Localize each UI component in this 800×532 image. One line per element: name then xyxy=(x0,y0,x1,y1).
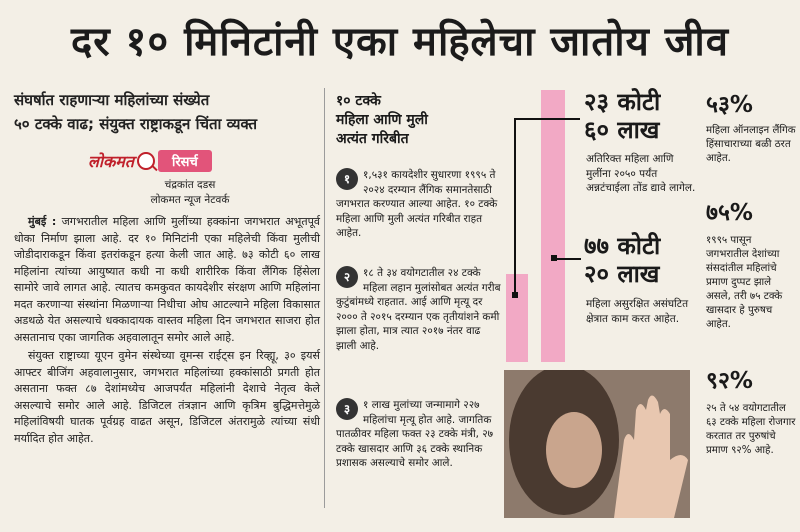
magnifier-icon xyxy=(137,152,155,170)
stop-violence-photo xyxy=(504,370,690,518)
point-text: १ लाख मुलांच्या जन्मामागे २२७ महिलांचा मृत्यू होत आहे. जागतिक पातळीवर महिला फक्त २३ टक्के मंत्री, २७ टक्के खासदार आणि ३६ टक्के स्थानिक प्रशासक असल्याचे समोर आले. xyxy=(336,399,494,469)
deck-line-2: ५० टक्के वाढ; संयुक्त राष्ट्राकडून चिंता व्यक्त xyxy=(14,115,258,133)
stat-230m-desc: अतिरिक्त महिला आणि मुलींना २०५० पर्यंत अन्नटंचाईला तोंड द्यावे लागेल. xyxy=(586,153,696,194)
right-stat-3-desc: २५ ते ५४ वयोगटातील ६३ टक्के महिला रोजगार करतात तर पुरुषांचे प्रमाण ९२% आहे. xyxy=(706,403,796,456)
connector-line xyxy=(553,258,581,260)
pink-bar-short xyxy=(506,274,528,362)
middle-heading: १० टक्के महिला आणि मुली अत्यंत गरिबीत xyxy=(336,93,428,147)
lokmat-research-logo xyxy=(88,150,212,172)
headline: दर १० मिनिटांनी एका महिलेचा जातोय जीव xyxy=(71,18,729,65)
point-1 xyxy=(336,168,502,241)
right-stat-2-value: ७५% xyxy=(706,200,753,226)
article-paragraph-2: संयुक्त राष्ट्राच्या यूएन वुमेन संस्थेच्या वूमन्स राईट्स इन रिव्ह्यू, ३० इयर्स आफ्टर बीजिंग अहवालानुसार, जगभरात महिलांच्या हक्कांसाठी प्रगती होत असताना फक्त ८७ देशांमध्येच आजपर्यंत महिलांनी देशाचे नेतृत्व केले असल्याचे समोर आले आहे. डिजिटल तंत्रज्ञान आणि कृत्रिम बुद्धिमत्तेमुळे महिलांविषयी घातक पूर्वग्रह वाढत असून, डिजिटल अंतरामुळे त्यांच्या संधी मर्यादित होत आहेत. xyxy=(14,349,320,445)
right-stat-1-value: ५३% xyxy=(706,92,753,118)
point-number-badge: २ xyxy=(336,266,358,288)
point-text: १८ ते ३४ वयोगटातील २४ टक्के महिला लहान मुलांसोबत अत्यंत गरीब कुटुंबांमध्ये राहतात. आई आणि मृत्यू दर २००० ते २०१५ दरम्यान एक तृतीयांशने कमी झाला होता, मात्र त्यात २०१७ नंतर वाढ झाली आहे. xyxy=(336,267,501,352)
pink-bar-tall xyxy=(541,90,565,362)
dateline: मुंबई : xyxy=(28,215,57,228)
right-stat-1-desc: महिला ऑनलाइन लैंगिक हिंसाचाराच्या बळी ठरत आहेत. xyxy=(706,125,796,164)
point-number-badge: १ xyxy=(336,168,358,190)
article-paragraph-1: मुंबई : जगभरातील महिला आणि मुलींच्या हक्कांना जगभरात अभूतपूर्व धोका निर्माण झाला आहे. दर १० मिनिटांनी एका महिलेची किंवा मुलीची जोडीदाराकडून किंवा इतरांकडून हत्या केली जात आहे. ७३ कोटी ६० लाख महिलांना त्यांच्या आयुष्यात कधी ना कधी शारीरिक किंवा लैंगिक हिंसेला सामोरे जावे लागत आहे. त्यातच कमकुवत कायदेशीर संरक्षण आणि महिलांना मदत करणाऱ्या संस्थांना मिळणाऱ्या निधीचा ओघ आटल्याने महिला विकासात अडथळे येत असल्याचे धक्कादायक वास्तव महिला दिन जगभरात साजरा होत असतानाच एका जागतिक अहवालातून समोर आले आहे. xyxy=(14,215,320,344)
byline-org: लोकमत न्यूज नेटवर्क xyxy=(150,194,230,206)
bar-marker xyxy=(551,255,557,261)
point-3 xyxy=(336,398,502,471)
connector-line xyxy=(514,118,580,120)
byline xyxy=(80,178,300,208)
right-stat-2-desc: १९९५ पासून जगभरातील देशांच्या संसदांतील महिलांचे प्रमाण दुप्पट झाले असले, तरी ७५ टक्के खासदार हे पुरुषच आहेत. xyxy=(706,235,783,330)
raised-hand-illustration xyxy=(504,370,690,518)
byline-author: चंद्रकांत दडस xyxy=(164,179,216,191)
brand-tag: रिसर्च xyxy=(158,150,212,172)
deck xyxy=(14,88,314,136)
point-number-badge: ३ xyxy=(336,398,358,420)
point-2 xyxy=(336,266,502,353)
column-divider xyxy=(324,88,325,508)
right-stat-3-value: ९२% xyxy=(706,368,753,394)
stat-230m: २३ कोटी ६० लाख xyxy=(584,88,661,144)
stat-772m: ७७ कोटी २० लाख xyxy=(584,232,661,288)
deck-line-1: संघर्षात राहणाऱ्या महिलांच्या संख्येत xyxy=(14,91,210,109)
connector-line xyxy=(514,118,516,296)
point-text: १,५३१ कायदेशीर सुधारणा १९९५ ते २०२४ दरम्यान लैंगिक समानतेसाठी जगभरात करण्यात आल्या आहेत. १० टक्के महिला आणि मुली अत्यंत गरिबीत राहत आहेत. xyxy=(336,169,498,239)
article-body xyxy=(14,214,320,449)
bar-marker xyxy=(512,292,518,298)
stat-772m-desc: महिला असुरक्षित असंघटित क्षेत्रात काम करत आहेत. xyxy=(586,298,689,325)
brand-name: लोकमत xyxy=(88,152,134,171)
